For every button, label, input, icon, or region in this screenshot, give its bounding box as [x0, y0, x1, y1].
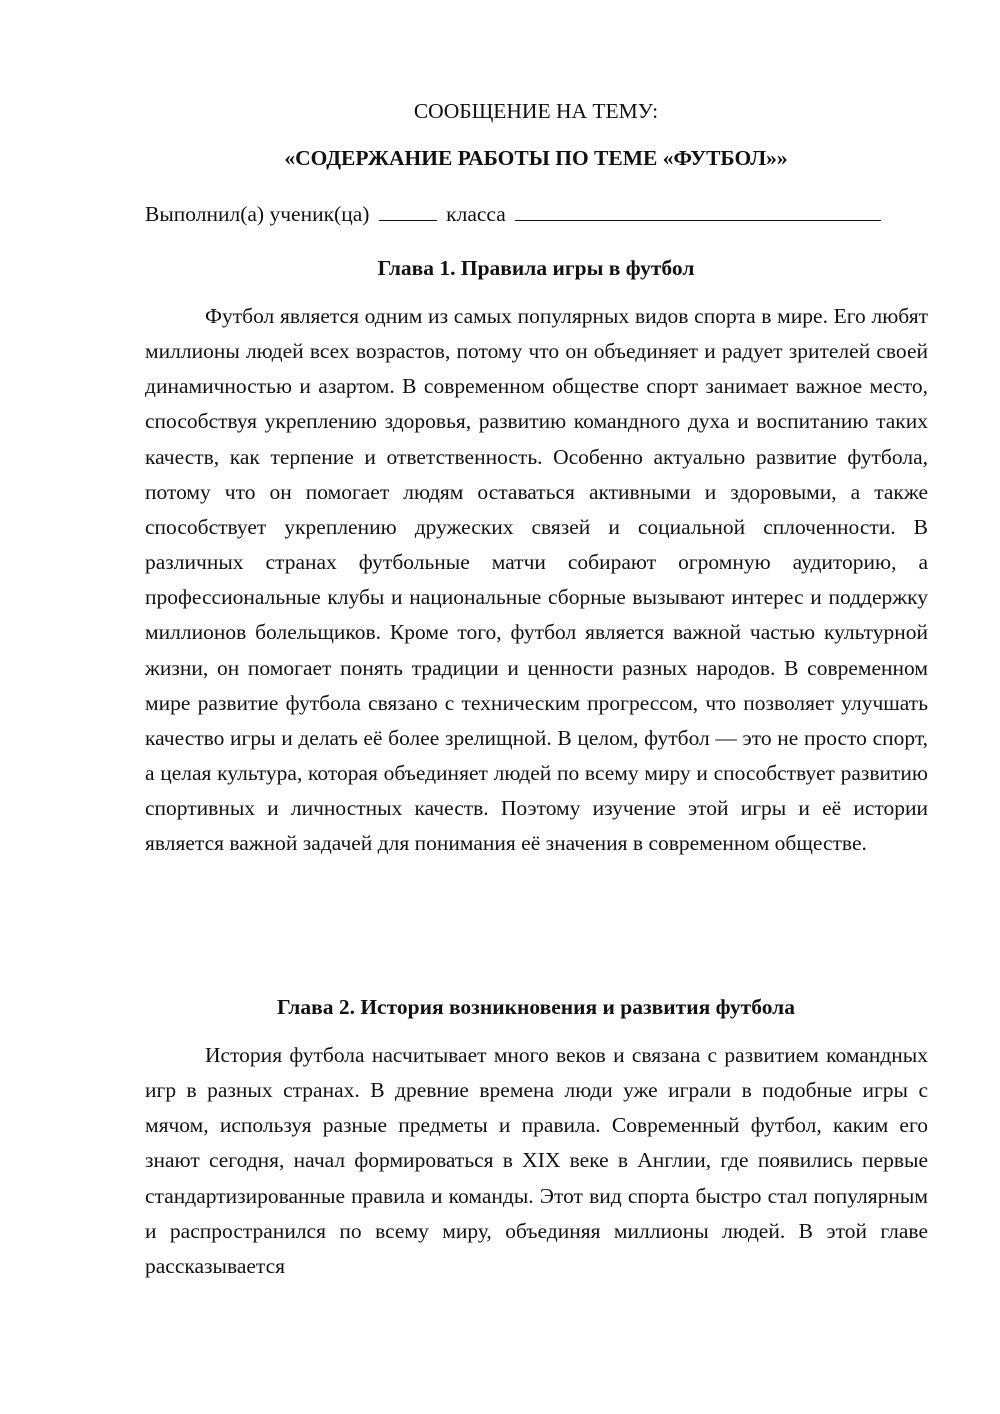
author-label: Выполнил(а) ученик(ца)	[145, 202, 370, 226]
author-line	[145, 198, 935, 229]
document-title-line-1: СООБЩЕНИЕ НА ТЕМУ:	[413, 99, 659, 123]
document-title-line-2: «СОДЕРЖАНИЕ РАБОТЫ ПО ТЕМЕ «ФУТБОЛ»»	[284, 146, 788, 170]
chapter-2-heading: Глава 2. История возникновения и развития футбола	[277, 995, 795, 1019]
chapter-1-paragraph: Футбол является одним из самых популярных видов спорта в мире. Его любят миллионы людей всех возрастов, потому что он объединяет и радует зрителей своей динамичностью и азартом. В современном обществе спорт занимает важное место, способствуя укреплению здоровья, развитию командного духа и воспитанию таких качеств, как терпение и ответственность. Особенно актуально развитие футбола, потому что он помогает людям оставаться активными и здоровыми, а также способствует укреплению дружеских связей и социальной сплоченности. В различных странах футбольные матчи собирают огромную аудиторию, а профессиональные клубы и национальные сборные вызывают интерес и поддержку миллионов болельщиков. Кроме того, футбол является важной частью культурной жизни, он помогает понять традиции и ценности разных народов. В современном мире развитие футбола связано с техническим прогрессом, что позволяет улучшать качество игры и делать её более зрелищной. В целом, футбол — это не просто спорт, а целая культура, которая объединяет людей по всему миру и способствует развитию спортивных и личностных качеств. Поэтому изучение этой игры и её истории является важной задачей для понимания её значения в современном обществе.	[145, 304, 928, 856]
chapter-1-heading: Глава 1. Правила игры в футбол	[377, 256, 695, 280]
class-number-blank	[379, 198, 437, 221]
chapter-2-paragraph: История футбола насчитывает много веков и связана с развитием командных игр в разных странах. В древние времена люди уже играли в подобные игры с мячом, используя разные предметы и правила. Современный футбол, каким его знают сегодня, начал формироваться в XIX веке в Англии, где появились первые стандартизированные правила и команды. Этот вид спорта быстро стал популярным и распространился по всему миру, объединяя миллионы людей. В этой главе рассказывается	[145, 1043, 928, 1278]
class-label: класса	[446, 202, 506, 226]
author-name-blank	[515, 198, 881, 221]
